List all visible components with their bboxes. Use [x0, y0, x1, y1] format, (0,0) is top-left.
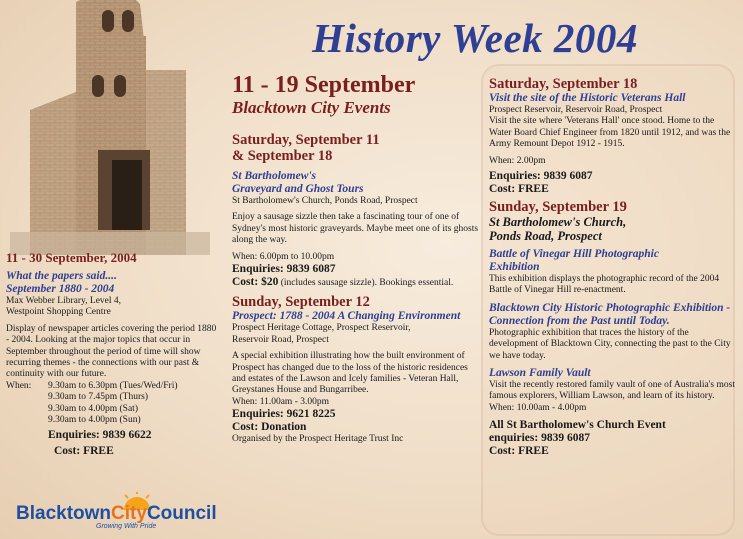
right-all-enquiries: enquiries: 9839 6087 [489, 432, 590, 445]
right-when-4: When: 10.00am - 4.00pm [489, 402, 587, 413]
left-description: Display of newspaper articles covering the period 1880 - 2004. Looking at the major topics that occur in September throughout the period of time will show recurring themes - the connections with our past & continuity with our future. [6, 323, 217, 380]
right-cost: Cost: FREE [489, 183, 549, 196]
middle-event2-title: Prospect: 1788 - 2004 A Changing Environment [232, 310, 461, 323]
left-event-sub: September 1880 - 2004 [6, 283, 115, 295]
right-column [489, 76, 735, 458]
middle-description-2: A special exhibition illustrating how the built environment of Prospect has changed due to the loss of the historic residences and estates of the Lawson and Icely families - Veteran Hall, Greystanes House and Bungarribee. [232, 351, 468, 396]
right-description: Visit the site where 'Veterans Hall' once stood. Home to the Water Board Chief Engineer from 1820 until 1912, and was the Army Remount Depot 1912 - 1915. [489, 116, 731, 150]
left-time-2: 9.30am to 7.45pm (Thurs) [48, 392, 149, 403]
right-event2-title: Battle of Vinegar Hill Photographic Exhibition [489, 248, 659, 274]
middle-event-title-2: Graveyard and Ghost Tours [232, 183, 364, 195]
middle-cost-row [232, 276, 482, 289]
left-column [6, 250, 221, 458]
right-description-4: Visit the recently restored family vault of one of Australia's most famous explorers, William Lawson, and learn of its history. [489, 380, 735, 402]
left-when-row [6, 381, 221, 427]
right-when: When: 2.00pm [489, 155, 546, 166]
right-venue-2-line2: Ponds Road, Prospect [489, 229, 602, 244]
right-event4-title: Lawson Family Vault [489, 367, 591, 380]
logo-tagline: Growing With Pride [96, 523, 157, 530]
middle-event-title-1: St Bartholomew's [232, 170, 317, 182]
right-venue: Prospect Reservoir, Reservoir Road, Prospect [489, 105, 663, 115]
middle-date: Saturday, September 11 & September 18 [232, 132, 380, 164]
page-title: History Week 2004 [312, 15, 638, 61]
left-date: 11 - 30 September, 2004 [6, 250, 137, 265]
middle-venue-2: Prospect Heritage Cottage, Prospect Reservoir, Reservoir Road, Prospect [232, 323, 411, 345]
middle-description: Enjoy a sausage sizzle then take a fascinating tour of one of Sydney's most historic graveyards. Maybe meet one of its ghosts along the way. [232, 212, 479, 246]
blacktown-council-logo [10, 500, 217, 534]
right-date: Saturday, September 18 [489, 76, 638, 92]
right-description-2: This exhibition displays the photographic record of the 2004 Battle of Vinegar Hill re-enactment. [489, 274, 720, 296]
right-all-cost: Cost: FREE [489, 445, 549, 458]
left-enquiries: Enquiries: 9839 6622 [48, 429, 152, 442]
middle-cost: Cost: $20 [232, 276, 279, 289]
middle-cost-2: Cost: Donation [232, 421, 307, 434]
left-venue-line2: Westpoint Shopping Centre [6, 307, 111, 318]
left-when-label: When: [6, 380, 32, 391]
logo-wordmark [16, 503, 217, 525]
historic-building-image [10, 0, 210, 255]
left-event-title: What the papers said.... [6, 270, 117, 282]
logo-name-city: City [111, 503, 147, 524]
right-event-title: Visit the site of the Historic Veterans Hall [489, 92, 686, 104]
right-date-2: Sunday, September 19 [489, 199, 627, 216]
middle-date-2: Sunday, September 12 [232, 294, 370, 311]
left-time-4: 9.30am to 4.00pm (Sun) [48, 415, 141, 426]
event-subtitle: Blacktown City Events [232, 98, 391, 117]
right-venue-2-line1: St Bartholomew's Church, [489, 215, 627, 230]
right-enquiries: Enquiries: 9839 6087 [489, 170, 593, 183]
left-time-1: 9.30am to 6.30pm (Tues/Wed/Fri) [48, 380, 178, 391]
middle-when: When: 6.00pm to 10.00pm [232, 251, 335, 262]
event-date-range: 11 - 19 September [232, 72, 416, 98]
right-description-3: Photographic exhibition that traces the history of the development of Blacktown City, connecting the past to the City we have today. [489, 327, 731, 361]
left-venue-line1: Max Webber Library, Level 4, [6, 296, 122, 306]
middle-cost-note: (includes sausage sizzle). Bookings essential. [280, 278, 454, 289]
middle-when-2: When: 11.00am - 3.00pm [232, 396, 330, 407]
right-all-events-title: All St Bartholomew's Church Event [489, 419, 666, 432]
middle-organised-by: Organised by the Prospect Heritage Trust Inc [232, 434, 404, 445]
logo-name-council: Council [146, 503, 217, 524]
left-times [48, 381, 178, 427]
left-cost: Cost: FREE [54, 445, 114, 458]
left-time-3: 9.30am to 4.00pm (Sat) [48, 403, 138, 414]
middle-venue: St Bartholomew's Church, Ponds Road, Prospect [232, 196, 418, 206]
right-event3-title: Blacktown City Historic Photographic Exhibition - Connection from the Past until Today. [489, 301, 731, 327]
logo-name-blacktown: Blacktown [16, 503, 112, 524]
middle-column [232, 132, 482, 446]
middle-enquiries: Enquiries: 9839 6087 [232, 263, 336, 276]
middle-enquiries-2: Enquiries: 9621 8225 [232, 408, 336, 421]
